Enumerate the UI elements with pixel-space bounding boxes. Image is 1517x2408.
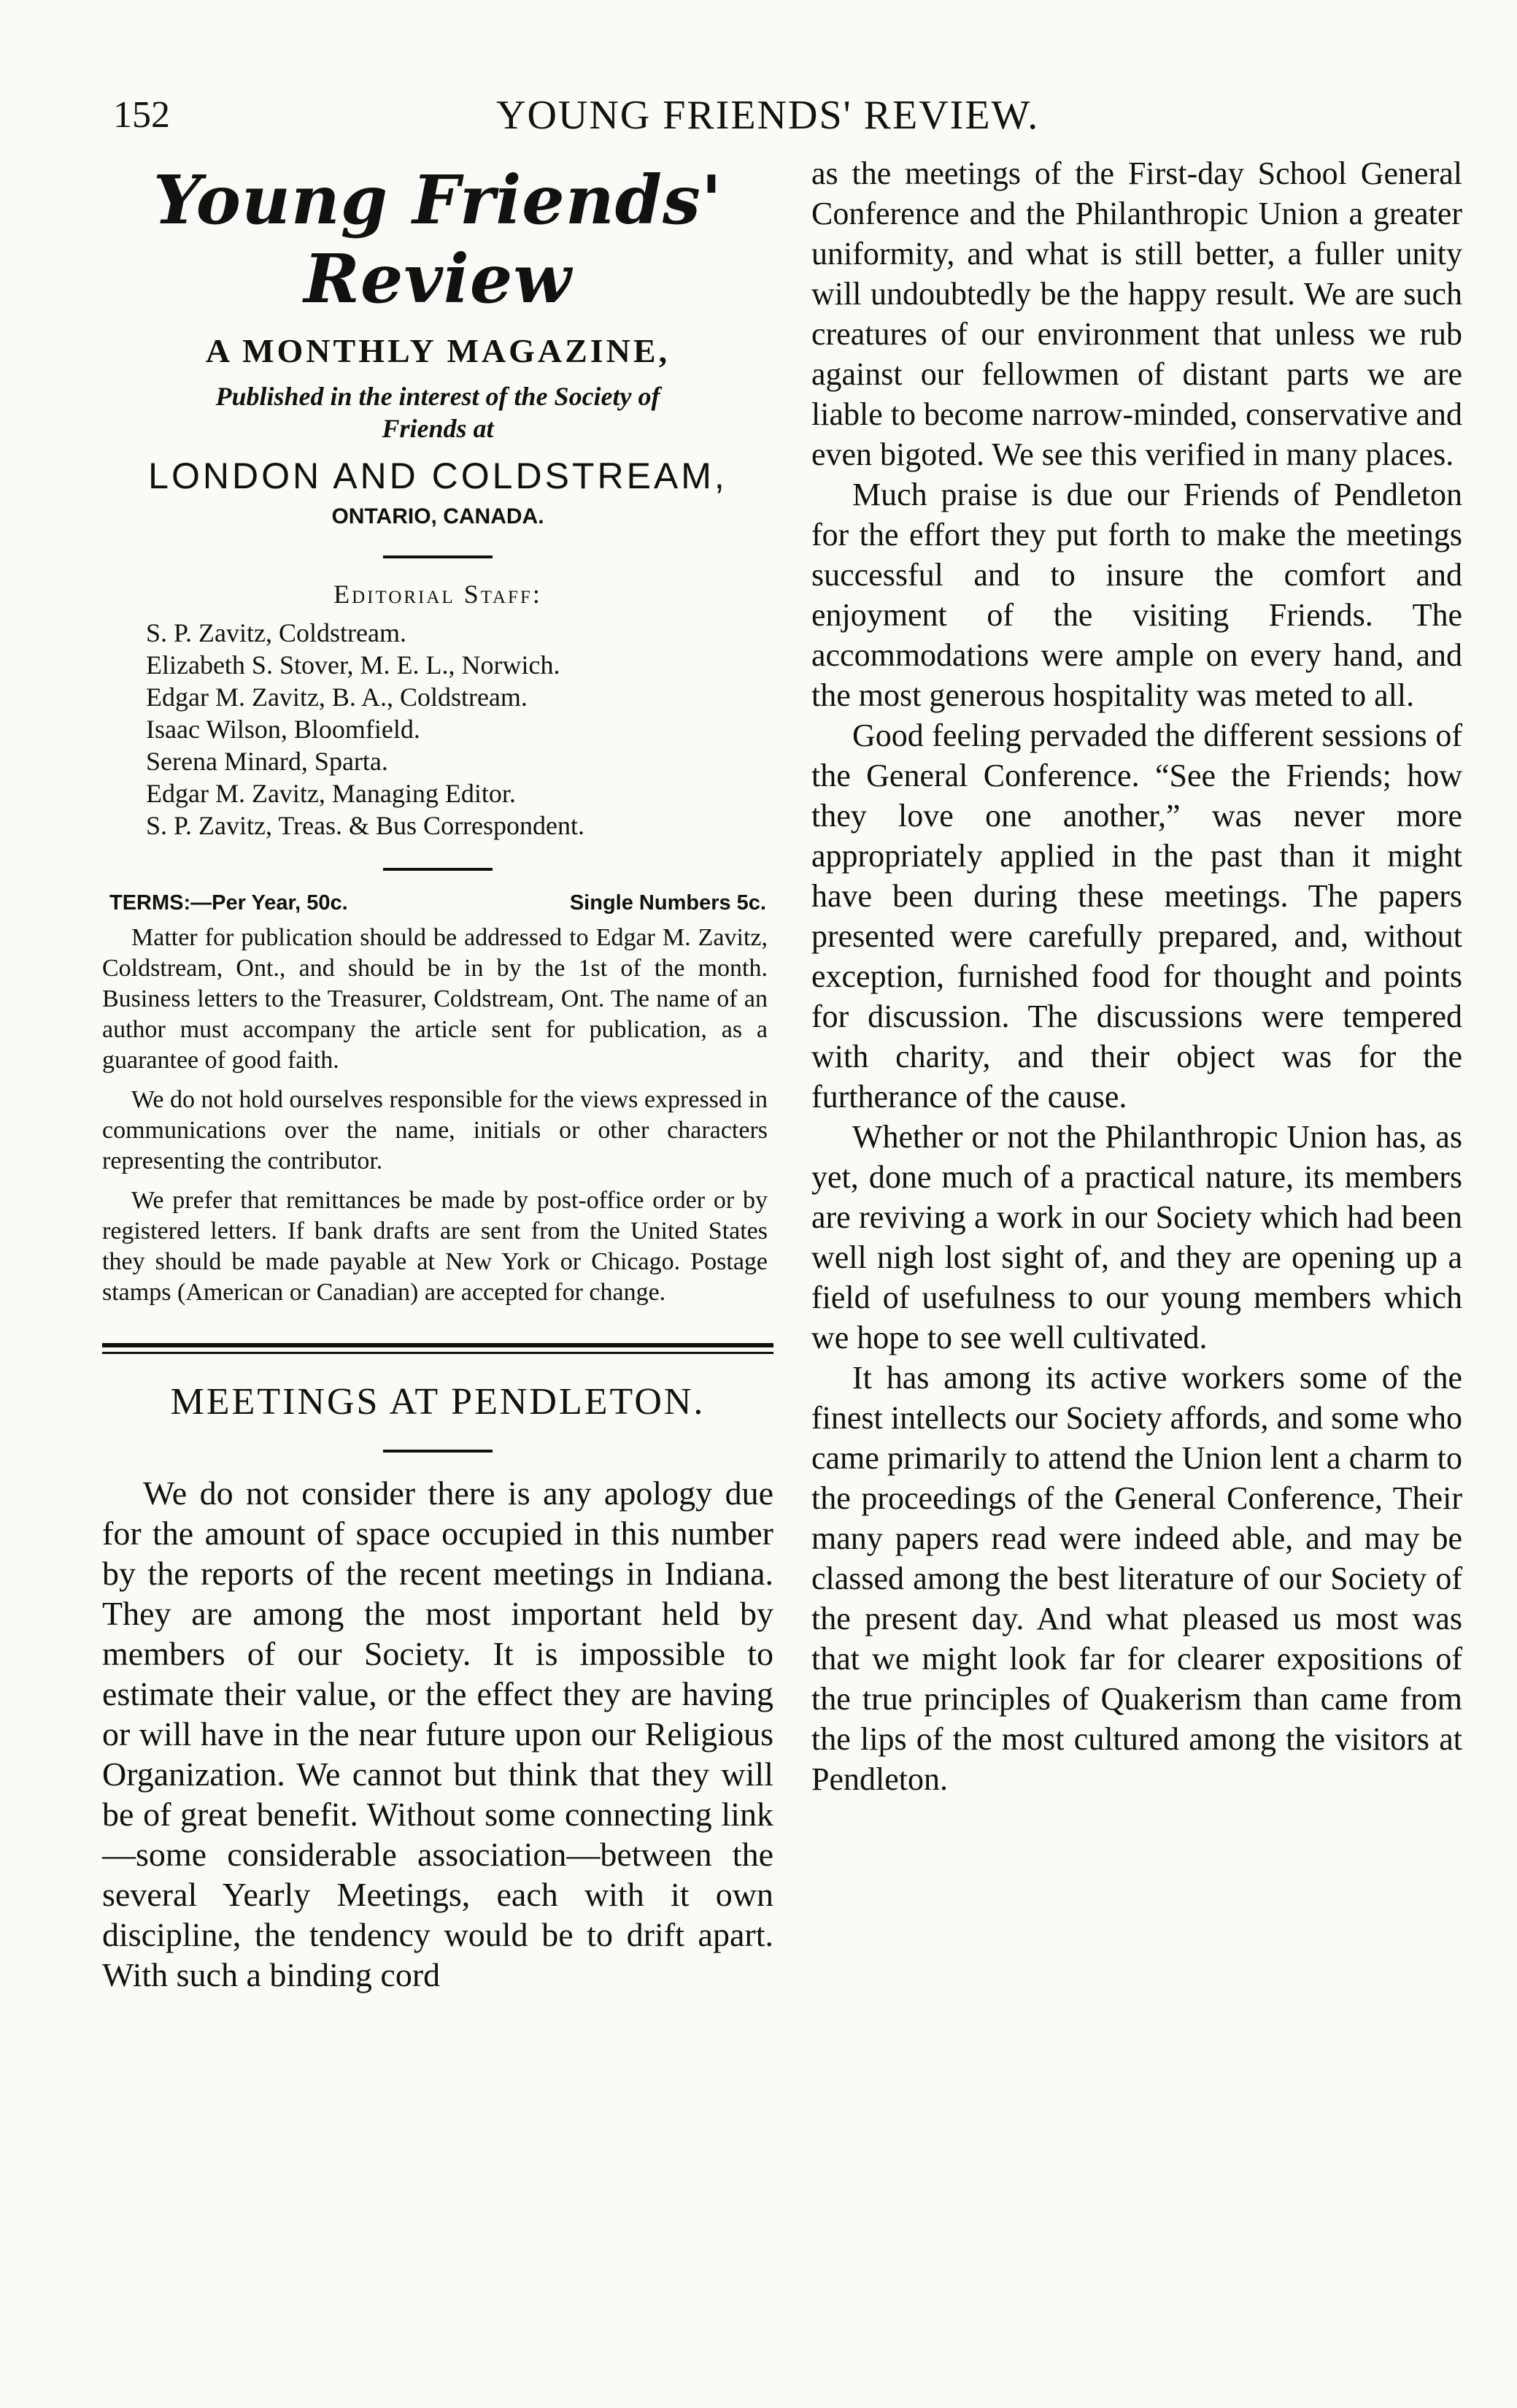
region: ONTARIO, CANADA. <box>331 504 544 528</box>
staff-entry: Edgar M. Zavitz, B. A., Coldstream. <box>146 682 528 712</box>
staff-entry: Edgar M. Zavitz, Managing Editor. <box>146 779 516 808</box>
staff-entry: Isaac Wilson, Bloomfield. <box>146 715 420 744</box>
article-paragraph: Much praise is due our Friends of Pendleton for the effort they put forth to make the meetings successful and to insure the comfort and enjoyment of the visiting Friends. The accommodations were ample on every hand, and the most generous hospitality was meted to all. <box>811 477 1462 713</box>
terms-line <box>109 891 766 915</box>
divider-rule <box>383 555 493 558</box>
editorial-staff-heading: Editorial Staff: <box>333 580 542 609</box>
article-title: MEETINGS AT PENDLETON. <box>170 1381 706 1423</box>
masthead-subtitle: A MONTHLY MAGAZINE, <box>205 332 671 369</box>
left-column <box>102 153 773 1995</box>
terms-per-year: TERMS:—Per Year, 50c. <box>109 891 348 915</box>
published-line-1: Published in the interest of the Society of <box>215 382 660 411</box>
published-line-2: Friends at <box>382 414 494 443</box>
double-rule <box>102 1343 773 1354</box>
article-paragraph: We do not consider there is any apology due for the amount of space occupied in this number by the reports of the recent meetings in Indiana. They are among the most important held by members of our Society. It is impossible to estimate their value, or the effect they are having or will have in the near future upon our Religious Organization. We cannot but think that they will be of great benefit. Without some connecting link—some considerable association—between the several Yearly Meetings, each with it own discipline, the tendency would be to drift apart. With such a binding cord <box>102 1474 773 1993</box>
staff-entry: Elizabeth S. Stover, M. E. L., Norwich. <box>146 650 560 680</box>
editorial-staff-list <box>146 617 773 842</box>
page-number: 152 <box>113 94 170 136</box>
staff-entry: S. P. Zavitz, Coldstream. <box>146 618 406 647</box>
masthead-title: Young Friends' Review <box>153 161 722 318</box>
notice-paragraph: We prefer that remittances be made by post-office order or by registered letters. If bank drafts are sent from the United States they should be made payable at New York or Chicago. Postage stamps (American or Canadian) are accepted for change. <box>102 1187 768 1306</box>
divider-rule <box>383 1450 493 1453</box>
article-paragraph: as the meetings of the First-day School General Conference and the Philanthropic Union a greater uniformity, and what is still better, a fuller unity will undoubtedly be the happy result. We are such creatures of our environment that unless we rub against our fellowmen of distant parts we are liable to become narrow-minded, conservative and even bigoted. We see this verified in many places. <box>811 155 1462 472</box>
terms-single-numbers: Single Numbers 5c. <box>569 891 766 915</box>
notice-paragraph: Matter for publication should be addressed to Edgar M. Zavitz, Coldstream, Ont., and should be in by the 1st of the month. Business letters to the Treasurer, Coldstream, Ont. The name of an author must accompany the article sent for publication, as a guarantee of good faith. <box>102 924 768 1074</box>
right-column <box>811 153 1462 1799</box>
published-line <box>124 380 752 445</box>
divider-rule <box>383 868 493 871</box>
staff-entry: S. P. Zavitz, Treas. & Bus Correspondent. <box>146 811 585 840</box>
article-paragraph: Whether or not the Philanthropic Union has, as yet, done much of a practical nature, its members are reviving a work in our Society which had been well nigh lost sight of, and they are opening up a field of usefulness to our young members which we hope to see well cultivated. <box>811 1119 1462 1355</box>
notice-paragraph: We do not hold ourselves responsible for the views expressed in communications over the name, initials or other characters representing the contributor. <box>102 1086 768 1174</box>
article-paragraph: It has among its active workers some of the finest intellects our Society affords, and some who came primarily to attend the Union lent a charm to the proceedings of the General Conference, Their many papers read were indeed able, and may be classed among the best literature of our Society of the present day. And what pleased us most was that we might look far for clearer expositions of the true principles of Quakerism than came from the lips of the most cultured among the visitors at Pendleton. <box>811 1360 1462 1797</box>
staff-entry: Serena Minard, Sparta. <box>146 747 388 776</box>
article-paragraph: Good feeling pervaded the different sessions of the General Conference. “See the Friends; how they love one another,” was never more appropriately applied in the past than it might have been during these meetings. The papers presented were carefully prepared, and, without exception, furnished food for thought and points for discussion. The discussions were tempered with charity, and their object was for the furtherance of the cause. <box>811 718 1462 1115</box>
running-title: YOUNG FRIENDS' REVIEW. <box>496 93 1040 138</box>
location: LONDON AND COLDSTREAM, <box>148 455 727 496</box>
